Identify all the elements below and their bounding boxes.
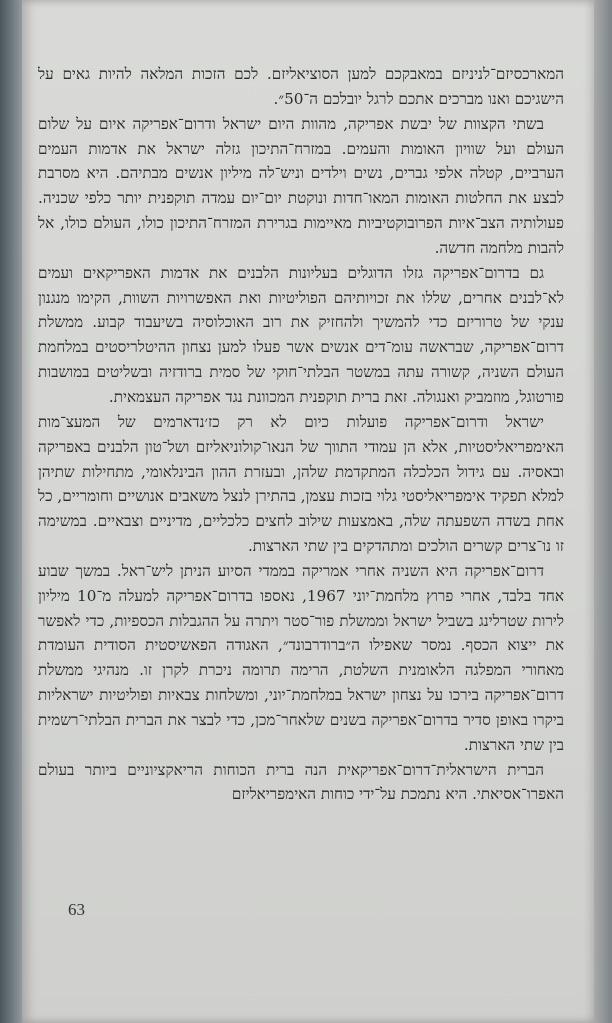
page-number: 63 bbox=[68, 900, 85, 919]
paragraph-4: ישראל ודרום־אפריקה פועלות כיום לא רק כז׳נדארמים של המעצ־מות האימפריאליסטיות, אלא הן עמודי התווך של הנאו־קולוניאליזם ושל־טון הלבנים באפריקה ובאסיה. עם גידול הכלכלה המתקדמת שלהן, ובעזרת ההון הבינלאומי, מתחילות שתיהן למלא תפקיד אימפריאליסטי גלוי בזכות עצמן, בהתירן לנצל משאבים אנושיים וחומריים, כל אחת בשדה השפעתה שלה, באמצעות שילוב לחצים כלכליים, מדיניים וצבאיים. במשימה זו נו־צרים קשרים הולכים ומתהדקים בין שתי הארצות. bbox=[38, 412, 564, 556]
paragraph-3: גם בדרום־אפריקה גזלו הדוגלים בעליונות הלבנים את אדמות האפריקאים ועמים לא־לבנים אחרים, שללו את זכויותיהם הפוליטיות ואת האפשרויות השוות, הקימו מנגנון ענקי של טרוריזם כדי להמשיך ולהחזיק את רוב האוכלוסיה בשיעבוד קבוע. ממשלת דרום־אפריקה, שבראשה עומ־דים אנשים אשר פעלו למען נצחון ההיטלריסטים במלחמת העולם השניה, קשורה עתה במשטר הבלתי־חוקי של סמית ברודזיה ובשליטים במושבות פורטוגל, מוזמביק ואנגולה. זאת ברית תוקפנית המכוונת נגד אפריקה העצמאית. bbox=[38, 263, 564, 406]
body-text bbox=[38, 62, 564, 807]
paragraph-5: דרום־אפריקה היא השניה אחרי אמריקה בממדי הסיוע הניתן ליש־ראל. במשך שבוע אחד בלבד, אחרי פרוץ מלחמת־יוני 1967, נאספו בדרום־אפריקה למעלה מ־10 מיליון לירות שטרלינג בשביל ישראל וממשלת פור־סטר ויתרה על ההגבלות הכספיות, כדי לאפשר את ייצוא הכסף. נמסר שאפילו ה״ברודרבונד״, האגודה הפאשיסטית הסודית העומדת מאחורי המפלגה הלאומנית השלטת, הרימה תרומה ניכרת לקרן זו. מנהיגי ממשלת דרום־אפריקה בירכו על נצחון ישראל במלחמת־יוני, ומשלחות צבאיות ופוליטיות ישראליות ביקרו באופן סדיר בדרום־אפריקה בשנים שלאחר־מכן, כדי לבצר את הברית הבלתי־רשמית בין שתי הארצות. bbox=[38, 561, 564, 754]
paragraph-2: בשתי הקצוות של יבשת אפריקה, מהוות היום ישראל ודרום־אפריקה איום על שלום העולם ועל שוויון האומות והעמים. במזרח־התיכון גזלה ישראל את אדמות העמים הערביים, קטלה אלפי גברים, נשים וילדים וניש־לה מיליון אנשים מבתיהם. היא מסרבת לבצע את החלטות האומות המאו־חדות ונוקטת יום־יום עמדה תוקפנית יותר כלפי שכניה. פעולותיה הצב־איות הפרובוקטיביות מאיימות בגרירת המזרח־התיכון כולו, העולם כולו, אל להבות מלחמה חדשה. bbox=[38, 114, 564, 257]
paragraph-6: הברית הישראלית־דרום־אפריקאית הנה ברית הכוחות הריאקציוניים ביותר בעולם האפרו־אסיאתי. היא נתמכת על־ידי כוחות האימפריאליזם bbox=[38, 760, 564, 804]
paragraph-1: המארכסיזם־לניניזם במאבקכם למען הסוציאליזם. לכם הזכות המלאה להיות גאים על הישגיכם ואנו מברכים אתכם לרגל יובלכם ה־50״. bbox=[38, 65, 564, 108]
